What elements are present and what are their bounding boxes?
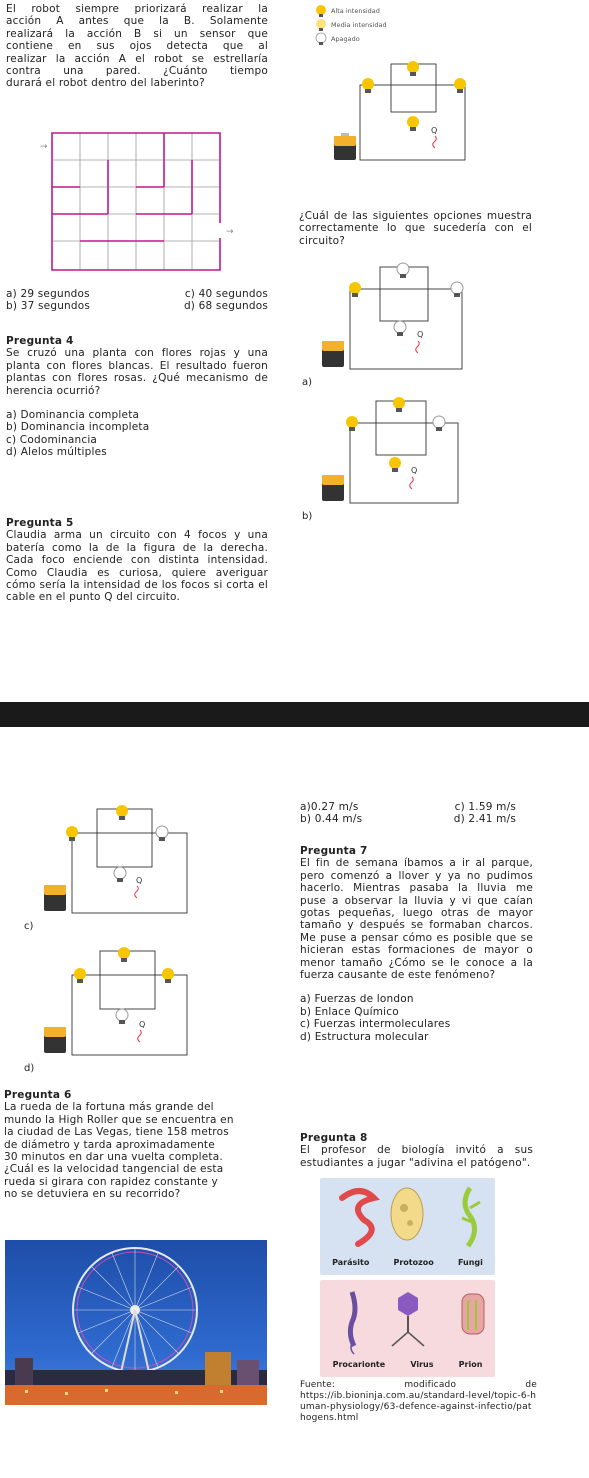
question-7 xyxy=(300,845,533,1043)
maze-exit-arrow: → xyxy=(226,227,234,237)
high-intensity-bulb-icon xyxy=(315,4,327,18)
option-b[interactable]: b) 37 segundos xyxy=(6,300,91,313)
q6-line: 30 minutos en dar una vuelta completa. xyxy=(4,1151,223,1164)
intro-line: contra una pared. ¿Cuánto tiempo xyxy=(6,65,268,78)
q6-line: La rueda de la fortuna más grande del xyxy=(4,1101,214,1114)
q6-line: no se detuviera en su recorrido? xyxy=(4,1188,181,1201)
q6-line: rueda si girara con rapidez constante y xyxy=(4,1175,218,1188)
pathogen-label: Parásito xyxy=(332,1258,370,1267)
option-a[interactable]: a)0.27 m/s xyxy=(300,801,359,813)
legend-high: Alta intensidad xyxy=(331,7,380,15)
page-1 xyxy=(0,0,589,702)
option-b[interactable]: b) 0.44 m/s xyxy=(300,813,363,826)
question-4-title: Pregunta 4 xyxy=(6,335,74,347)
pathogen-panel-top xyxy=(320,1178,495,1275)
source-de: de xyxy=(525,1380,537,1390)
protozoa-icon xyxy=(391,1188,423,1240)
svg-text:Q: Q xyxy=(139,1020,146,1029)
bulb-left-icon xyxy=(362,78,374,93)
pathogen-panel-bottom xyxy=(320,1280,495,1377)
question-8-text: El profesor de biología invitó a sus estudiantes a jugar "adivina el patógeno". xyxy=(300,1144,533,1169)
medium-intensity-bulb-icon xyxy=(315,18,327,32)
speed-options xyxy=(300,801,516,826)
ferris-wheel-photo xyxy=(5,1240,267,1405)
source-url[interactable]: https://ib.bioninja.com.au/standard-level/topic-6-human-physiology/63-defence-against-infectio/pathogens.html xyxy=(300,1391,537,1423)
circuit-question xyxy=(299,210,532,247)
q4-option-b[interactable]: b) Dominancia incompleta xyxy=(6,421,150,434)
intro-text xyxy=(6,3,268,90)
option-a-label: a) xyxy=(302,377,313,388)
intro-line: realizar la acción A el robot se estrellaría xyxy=(6,52,268,65)
question-5-text: Claudia arma un circuito con 4 focos y una batería como la de la figura de la derecha. Cada foco enciende con distinta intensidad. Como Claudia es curiosa, quiere averiguar cómo sería la intensidad de los focos si corta el cable en el punto Q del circuito. xyxy=(6,529,268,604)
maze-options xyxy=(6,288,268,313)
legend-medium: Media intensidad xyxy=(331,21,387,29)
bulb-top-icon xyxy=(407,61,419,76)
parasite-icon xyxy=(342,1191,374,1244)
option-c[interactable]: c) 40 segundos xyxy=(184,288,268,300)
intro-line: durará el robot dentro del laberinto? xyxy=(6,77,205,90)
point-q-label: Q xyxy=(431,126,438,135)
question-5-title: Pregunta 5 xyxy=(6,517,74,529)
q6-line: mundo la High Roller que se encuentra en xyxy=(4,1113,234,1126)
question-4 xyxy=(6,335,268,459)
circuit-option-a[interactable] xyxy=(300,257,470,389)
option-b-label: b) xyxy=(302,511,313,522)
fungi-icon xyxy=(465,1188,475,1246)
q7-option-b[interactable]: b) Enlace Químico xyxy=(300,1005,399,1018)
prokaryote-icon xyxy=(350,1292,355,1346)
pathogen-label: Protozoo xyxy=(393,1258,434,1267)
q6-line: ¿Cuál es la velocidad tangencial de esta xyxy=(4,1163,224,1176)
question-7-text: El fin de semana íbamos a ir al parque, pero comenzó a llover y ya no pudimos hacerlo. Mientras pasaba la lluvia me puse a observar la lluvia y vi que caían gotas pequeñas, luego otras de mayor tamaño y después se formaban charcos. Me puse a pensar cómo es posible que se hicieran estas formaciones de mayor o menor tamaño ¿Cómo se le conoce a la fuerza causante de este fenómeno? xyxy=(300,857,533,982)
prion-icon xyxy=(462,1294,484,1334)
bulb-inner-icon xyxy=(407,116,419,131)
page-separator xyxy=(0,702,589,727)
circuit-option-d[interactable] xyxy=(0,941,200,1073)
question-8-title: Pregunta 8 xyxy=(300,1132,368,1144)
option-a[interactable]: a) 29 segundos xyxy=(6,288,90,300)
pathogen-label: Virus xyxy=(410,1360,434,1369)
question-8 xyxy=(300,1132,533,1169)
source-modified: modificado xyxy=(404,1380,457,1390)
question-6 xyxy=(4,1089,266,1201)
bulb-legend xyxy=(315,4,387,46)
source-label: Fuente: xyxy=(300,1380,336,1390)
pathogen-label: Procarionte xyxy=(332,1360,386,1369)
intro-line: contiene en sus ojos detecta que al xyxy=(6,40,268,53)
source-citation xyxy=(300,1380,537,1424)
q4-option-c[interactable]: c) Codominancia xyxy=(6,433,98,446)
maze-diagram xyxy=(40,128,245,276)
pathogen-illustrations-bottom xyxy=(320,1280,495,1360)
question-6-title: Pregunta 6 xyxy=(4,1089,72,1101)
option-c-label: c) xyxy=(24,921,34,931)
pathogen-label: Prion xyxy=(458,1360,483,1369)
battery-icon xyxy=(334,133,356,160)
circuit-option-c[interactable] xyxy=(0,799,200,931)
legend-off: Apagado xyxy=(331,35,360,43)
bulb-right-icon xyxy=(454,78,466,93)
q7-option-a[interactable]: a) Fuerzas de london xyxy=(300,993,414,1006)
maze-entry-arrow: → xyxy=(40,142,48,152)
q7-option-d[interactable]: d) Estructura molecular xyxy=(300,1030,429,1043)
option-c[interactable]: c) 1.59 m/s xyxy=(454,801,516,813)
off-bulb-icon xyxy=(315,32,327,46)
question-7-title: Pregunta 7 xyxy=(300,845,368,857)
q6-line: de diámetro y tarda aproximadamente xyxy=(4,1138,215,1151)
pathogen-illustrations-top xyxy=(320,1178,495,1258)
intro-line: realizará la acción B si un sensor que xyxy=(6,27,268,40)
pathogen-label: Fungi xyxy=(457,1258,483,1267)
q4-option-d[interactable]: d) Alelos múltiples xyxy=(6,446,107,459)
svg-text:Q: Q xyxy=(136,876,143,885)
intro-line: El robot siempre priorizará realizar la xyxy=(6,3,268,15)
option-d-label: d) xyxy=(24,1063,35,1073)
option-d[interactable]: d) 68 segundos xyxy=(183,300,268,313)
circuit-question-text: ¿Cuál de las siguientes opciones muestra correctamente lo que sucedería con el circuito? xyxy=(299,210,532,247)
question-5 xyxy=(6,517,268,604)
q7-option-c[interactable]: c) Fuerzas intermoleculares xyxy=(300,1018,451,1031)
main-circuit-diagram xyxy=(330,58,480,176)
svg-text:Q: Q xyxy=(411,466,418,475)
svg-text:Q: Q xyxy=(417,330,424,339)
intro-line: acción A antes que la B. Solamente xyxy=(6,15,268,28)
virus-icon xyxy=(398,1292,418,1316)
page-2 xyxy=(0,727,589,1478)
maze-grid xyxy=(52,133,220,270)
question-4-text: Se cruzó una planta con flores rojas y una planta con flores blancas. El resultado fueron plantas con flores rosas. ¿Qué mecanismo de herencia ocurrió? xyxy=(6,347,268,397)
q6-line: la ciudad de Las Vegas, tiene 158 metros xyxy=(4,1126,229,1139)
circuit-option-b[interactable] xyxy=(300,393,470,523)
q4-option-a[interactable]: a) Dominancia completa xyxy=(6,409,140,422)
option-d[interactable]: d) 2.41 m/s xyxy=(453,813,516,826)
